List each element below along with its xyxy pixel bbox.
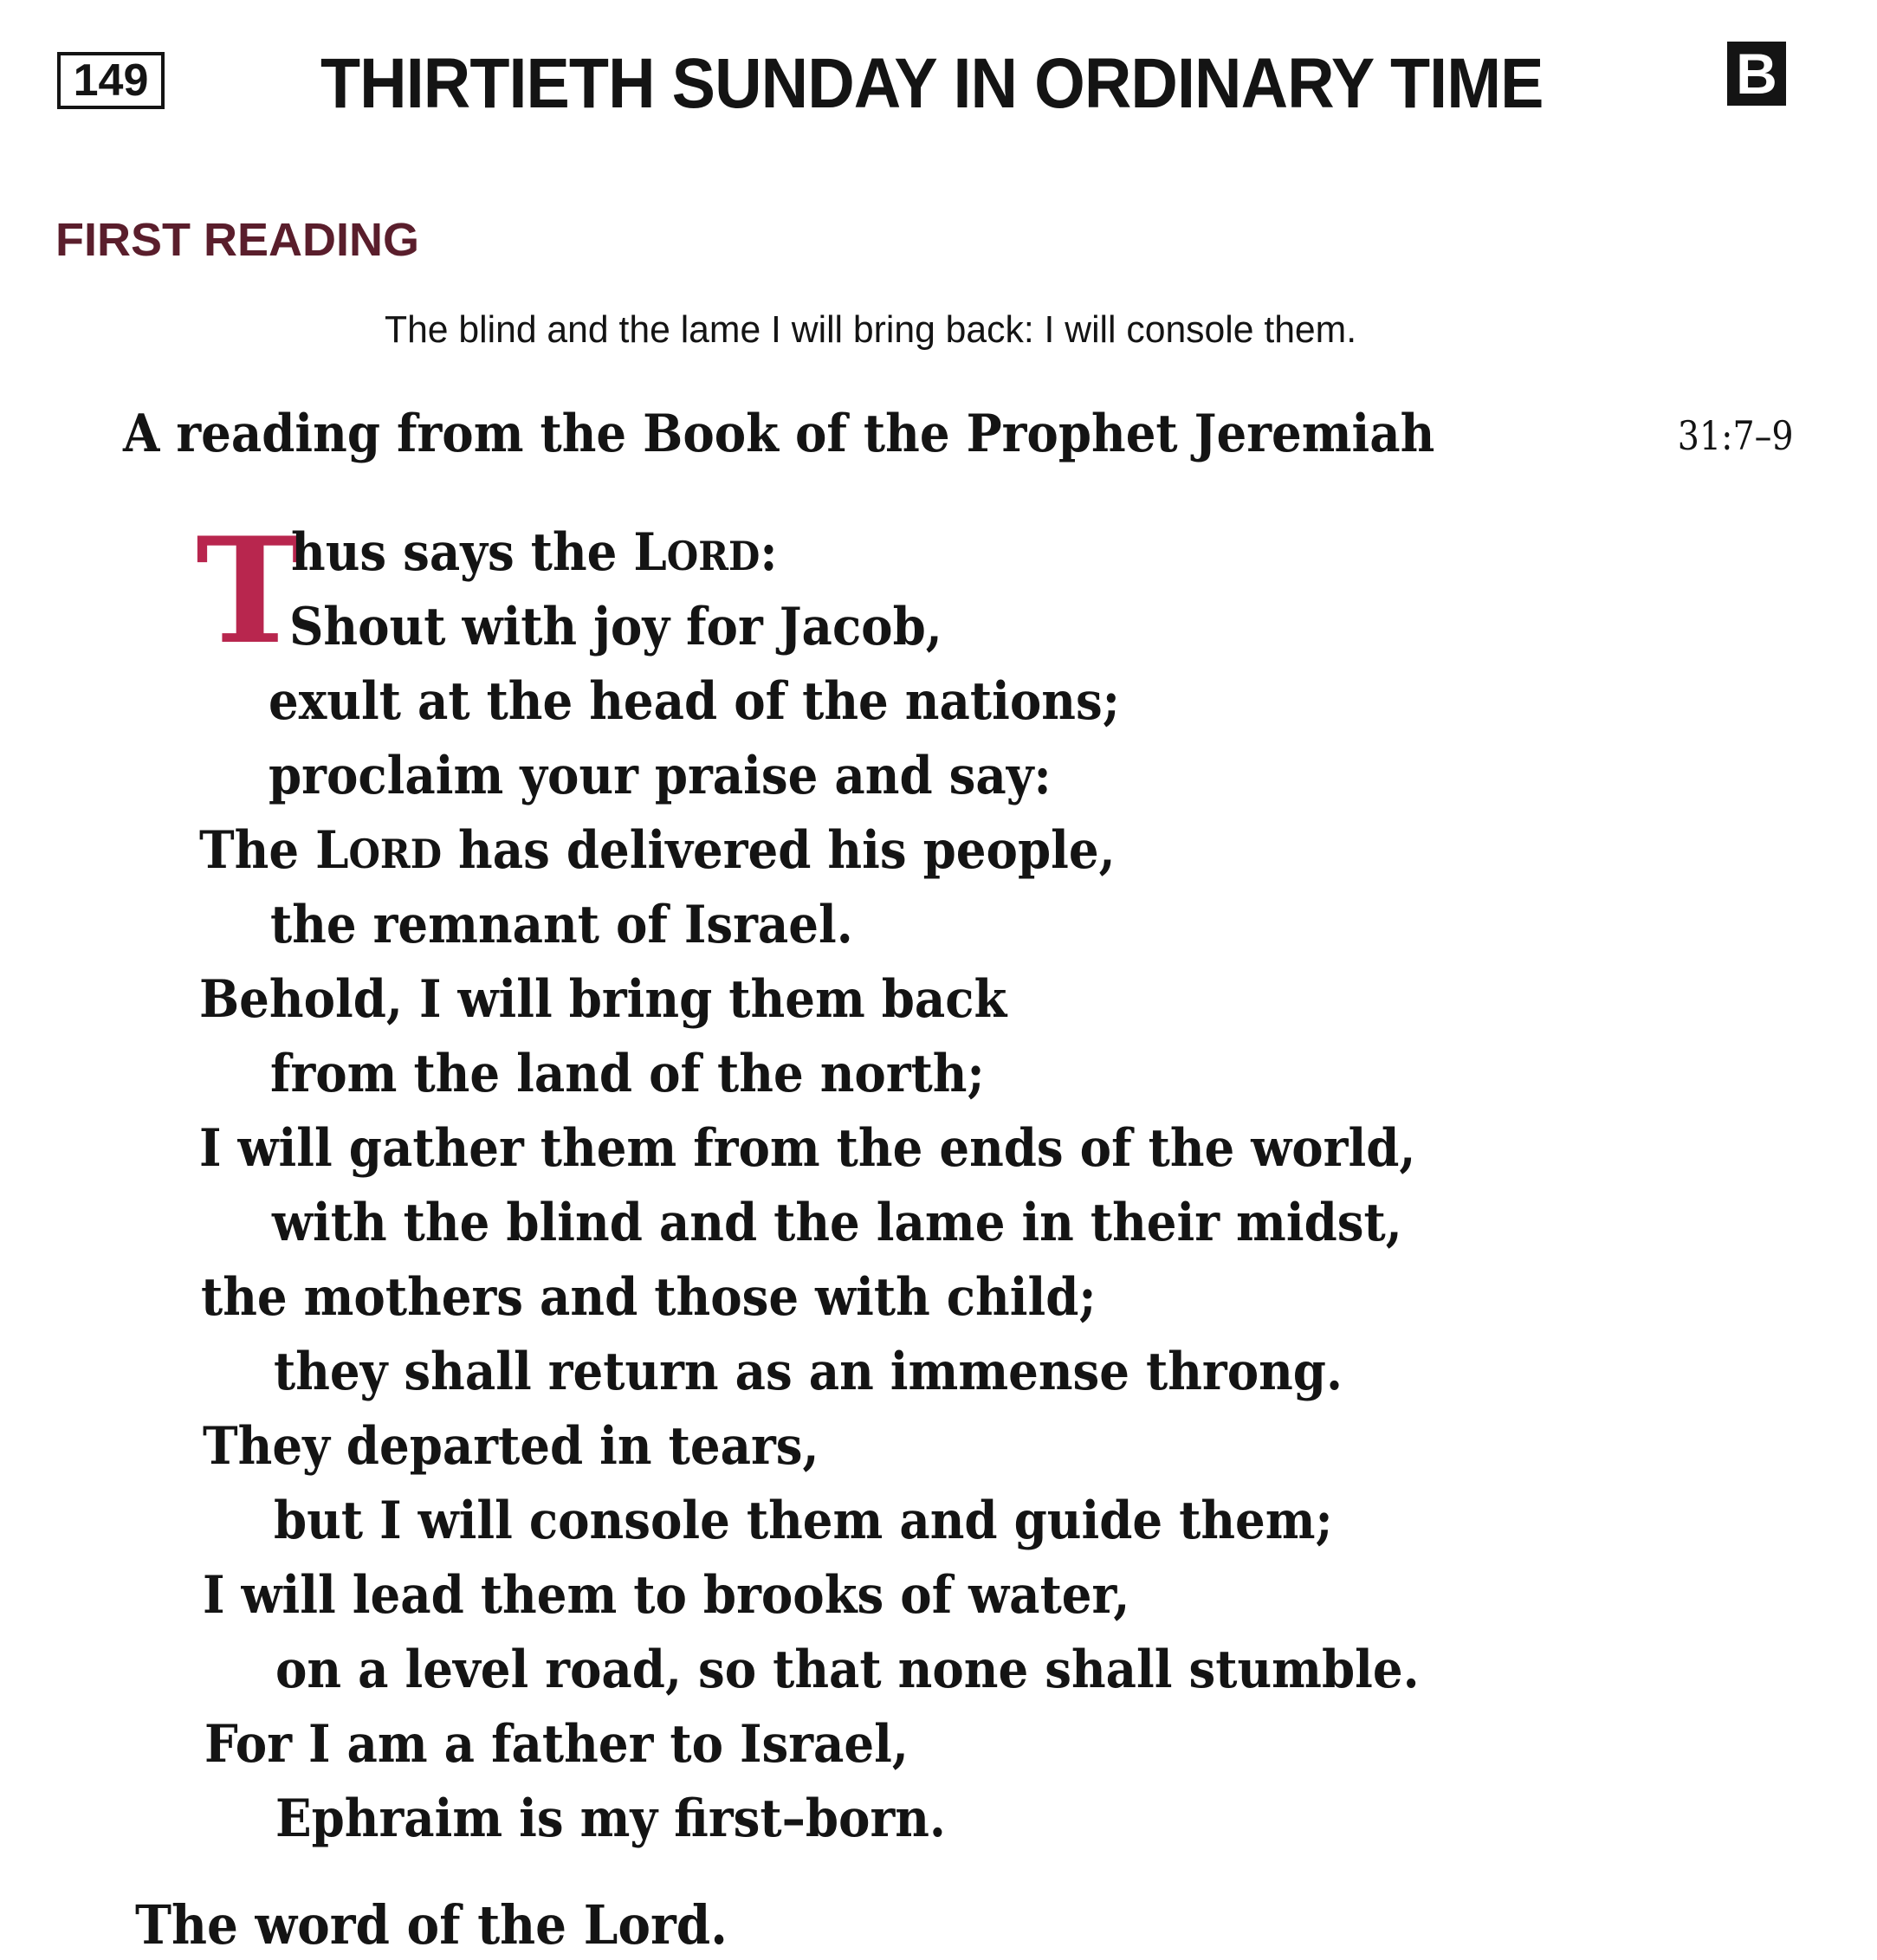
- reading-line: on a level road, so that none shall stumble.: [275, 1640, 1420, 1700]
- reading-line: with the blind and the lame in their midst,: [272, 1193, 1402, 1253]
- reading-introduction: A reading from the Book of the Prophet Jeremiah: [123, 404, 1435, 464]
- reading-line: the mothers and those with child;: [201, 1267, 1097, 1328]
- reading-summary: The blind and the lame I will bring back: I will console them.: [385, 308, 1357, 351]
- scripture-citation: 31:7–9: [1678, 412, 1794, 459]
- reading-line: they shall return as an immense throng.: [274, 1342, 1343, 1402]
- reading-line: Behold, I will bring them back: [199, 969, 1007, 1030]
- liturgical-year-badge: B: [1727, 42, 1786, 106]
- page-number-box: 149: [57, 52, 165, 109]
- reading-line: hus says the LORD:: [291, 522, 778, 583]
- reading-line: For I am a father to Israel,: [204, 1714, 909, 1775]
- reading-line: exult at the head of the nations;: [269, 671, 1120, 732]
- drop-cap: T: [196, 505, 305, 676]
- reading-line: but I will console them and guide them;: [274, 1491, 1333, 1551]
- reading-line: from the land of the north;: [270, 1044, 985, 1104]
- reading-line: I will gather them from the ends of the world,: [199, 1118, 1416, 1179]
- reading-line: proclaim your praise and say:: [269, 746, 1052, 806]
- reading-line: the remnant of Israel.: [270, 895, 853, 955]
- closing-acclamation: The word of the Lord.: [135, 1893, 728, 1957]
- reading-line: They departed in tears,: [203, 1416, 819, 1477]
- page-title: THIRTIETH SUNDAY IN ORDINARY TIME: [320, 44, 1544, 123]
- reading-line: Shout with joy for Jacob,: [289, 597, 942, 657]
- reading-line: Ephraim is my first–born.: [275, 1789, 946, 1849]
- reading-line: I will lead them to brooks of water,: [203, 1565, 1130, 1626]
- reading-line: The LORD has delivered his people,: [199, 820, 1116, 881]
- section-heading: FIRST READING: [55, 214, 420, 266]
